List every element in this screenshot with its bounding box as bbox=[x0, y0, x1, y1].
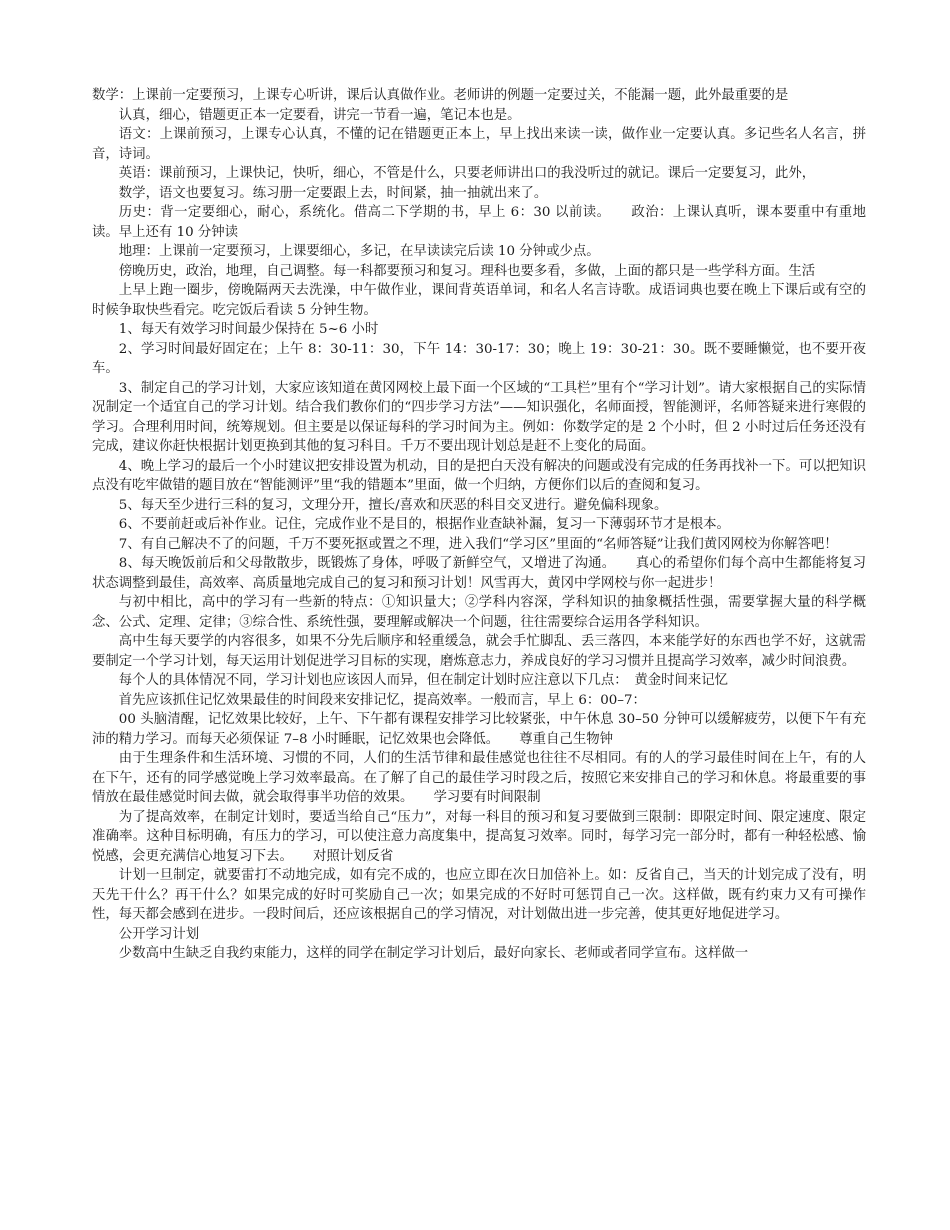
paragraph: 地理：上课前一定要预习，上课要细心，多记，在早读读完后读 10 分钟或少点。 bbox=[118, 244, 600, 259]
paragraph: 首先应该抓住记忆效果最佳的时间段来安排记忆，提高效率。一般而言，早上 6：00–7： bbox=[118, 692, 646, 708]
paragraph: 数学，语文也要复习。练习册一定要跟上去，时间紧，抽一抽就出来了。 bbox=[118, 185, 548, 201]
paragraph: 6、不要前赶或后补作业。记住，完成作业不是目的，根据作业查缺补漏，复习一下薄弱环节才是根本。 bbox=[118, 517, 730, 532]
paragraph: 计划一旦制定，就要雷打不动地完成，如有完不成的，也应立即在次日加倍补上。如：反省自己，当天的计划完成了没有，明天先干什么？再干什么？如果完成的好时可奖励自己一次；如果完成的不好时可惩罚自己一次。这样做，既有约束力又有可操作性，每天都会感到在进步。一段时间后，还应该根据自己的学习情况，对计划做出进一步完善，使其更好地促进学习。 bbox=[92, 868, 866, 922]
paragraph: 3、制定自己的学习计划，大家应该知道在黄冈网校上最下面一个区域的“工具栏”里有个“学习计划”。请大家根据自己的实际情况制定一个适宜自己的学习计划。结合我们教你们的“四步学习方法”——知识强化，名师面授，智能测评，名师答疑来进行寒假的学习。合理利用时间，统筹规划。但主要是以保证每科的学习时间为主。例如：你数学定的是 2 个小时，但 2 小时过后任务还没有完成，建议你赶快根据计划更换到其他的复习科目。千万不要出现计划总是赶不上变化的局面。 bbox=[92, 380, 866, 454]
paragraph: 语文：上课前预习，上课专心认真，不懂的记在错题更正本上，早上找出来读一读，做作业一定要认真。多记些名人名言，拼音，诗词。 bbox=[92, 127, 866, 162]
paragraph: 为了提高效率，在制定计划时，要适当给自己“压力”，对每一科目的预习和复习要做到三限制：即限定时间、限定速度、限定准确率。这种目标明确，有压力的学习，可以使注意力高度集中，提高复习效率。同时，每学习完一部分时，都有一种轻松感、愉悦感，会更充满信心地复习下去。 对照计划反省 bbox=[92, 809, 866, 864]
paragraph: 数学：上课前一定要预习，上课专心听讲，课后认真做作业。老师讲的例题一定要过关，不能漏一题，此外最重要的是 bbox=[92, 88, 789, 103]
paragraph: 认真，细心，错题更正本一定要看，讲完一节看一遍，笔记本也是。 bbox=[118, 107, 521, 123]
paragraph: 每个人的具体情况不同，学习计划也应该因人而异，但在制定计划时应注意以下几点： 黄金时间来记忆 bbox=[118, 673, 729, 688]
paragraph: 7、有自己解决不了的问题，千万不要死抠或置之不理，进入我们“学习区”里面的“名师答疑”让我们黄冈网校为你解答吧！ bbox=[118, 536, 838, 552]
paragraph: 1、每天有效学习时间最少保持在 5~6 小时 bbox=[118, 322, 379, 337]
paragraph: 8、每天晚饭前后和父母散散步，既锻炼了身体，呼吸了新鲜空气，又增进了沟通。 真心的希望你们每个高中生都能将复习状态调整到最佳，高效率、高质量地完成自己的复习和预习计划！风雪再大，黄冈中学网校与你一起进步！ bbox=[92, 556, 866, 591]
paragraph: 高中生每天要学的内容很多，如果不分先后顺序和轻重缓急，就会手忙脚乱、丢三落四，本来能学好的东西也学不好，这就需要制定一个学习计划，每天运用计划促进学习目标的实现，磨炼意志力，养成良好的学习习惯并且提高学习效率，减少时间浪费。 bbox=[92, 634, 866, 669]
paragraph: 4、晚上学习的最后一个小时建议把安排设置为机动，目的是把白天没有解决的问题或没有完成的任务再找补一下。可以把知识点没有吃牢做错的题目放在“智能测评”里“我的错题本”里面，做一个归纳，方便你们以后的查阅和复习。 bbox=[92, 458, 866, 493]
paragraph: 傍晚历史，政治，地理，自己调整。每一科都要预习和复习。理科也要多看，多做，上面的都只是一些学科方面。生活 bbox=[118, 263, 816, 279]
paragraph: 历史：背一定要细心，耐心，系统化。借高二下学期的书，早上 6：30 以前读。 政治：上课认真听，课本要重中有重地读。早上还有 10 分钟读 bbox=[92, 205, 866, 240]
paragraph: 公开学习计划 bbox=[118, 926, 200, 942]
paragraph: 与初中相比，高中的学习有一些新的特点：①知识量大；②学科内容深，学科知识的抽象概括性强，需要掌握大量的科学概念、公式、定理、定律；③综合性、系统性强，要理解或解决一个问题，往往需要综合运用各学科知识。 bbox=[92, 595, 866, 630]
paragraph: 2、学习时间最好固定在；上午 8：30-11：30，下午 14：30-17：30；晚上 19：30-21：30。既不要睡懒觉，也不要开夜车。 bbox=[92, 341, 866, 376]
document-body bbox=[92, 86, 866, 964]
paragraph: 00 头脑清醒，记忆效果比较好，上午、下午都有课程安排学习比较紧张，中午休息 30–50 分钟可以缓解疲劳，以便下午有充沛的精力学习。而每天必须保证 7–8 小时睡眠，记忆效果也会降低。 尊重自己生物钟 bbox=[92, 712, 866, 747]
paragraph: 上早上跑一圈步，傍晚隔两天去洗澡，中午做作业，课间背英语单词，和名人名言诗歌。成语词典也要在晚上下课后或有空的时候争取快些看完。吃完饭后看读 5 分钟生物。 bbox=[92, 283, 866, 318]
paragraph: 英语：课前预习，上课快记，快听，细心，不管是什么，只要老师讲出口的我没听过的就记。课后一定要复习，此外， bbox=[118, 166, 816, 181]
paragraph: 5、每天至少进行三科的复习，文理分开，擅长/喜欢和厌恶的科目交叉进行。避免偏科现象。 bbox=[118, 497, 668, 513]
paragraph: 由于生理条件和生活环境、习惯的不同，人们的生活节律和最佳感觉也往往不尽相同。有的人的学习最佳时间在上午，有的人在下午，还有的同学感觉晚上学习效率最高。在了解了自己的最佳学习时段之后，按照它来安排自己的学习和休息。将最重要的事情放在最佳感觉时间去做，就会取得事半功倍的效果。 学习要有时间限制 bbox=[92, 751, 866, 805]
paragraph: 少数高中生缺乏自我约束能力，这样的同学在制定学习计划后，最好向家长、老师或者同学宣布。这样做一 bbox=[118, 946, 749, 961]
